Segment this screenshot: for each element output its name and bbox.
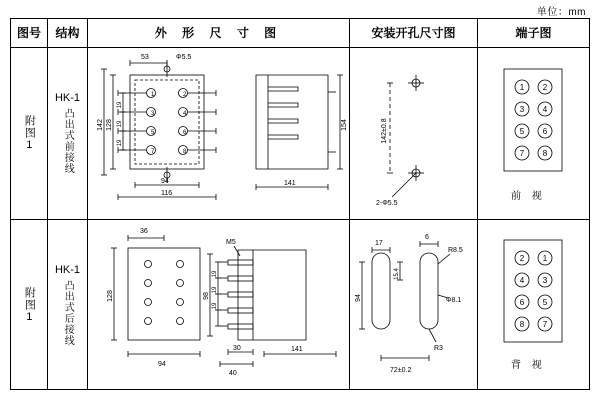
svg-text:2: 2 bbox=[183, 92, 187, 98]
svg-text:19: 19 bbox=[117, 139, 123, 147]
svg-text:6: 6 bbox=[542, 127, 548, 136]
dim-72tol: 72±0.2 bbox=[390, 367, 412, 374]
svg-text:7: 7 bbox=[542, 320, 548, 329]
row2-structure: 凸出式后接线 bbox=[62, 280, 74, 346]
row2-code: 附图1 bbox=[23, 286, 36, 324]
svg-text:4: 4 bbox=[183, 111, 187, 117]
dim-phi55: Φ5.5 bbox=[176, 54, 192, 61]
dim-40: 40 bbox=[229, 370, 237, 377]
svg-text:1: 1 bbox=[519, 83, 525, 92]
dim-R3: R3 bbox=[434, 345, 443, 352]
svg-text:5: 5 bbox=[542, 298, 548, 307]
svg-text:19: 19 bbox=[117, 120, 123, 128]
dim-142: 142 bbox=[97, 119, 104, 131]
dim-94c: 94 bbox=[355, 294, 362, 302]
row1-terminal-diagram bbox=[478, 47, 589, 219]
drawing-table bbox=[10, 18, 590, 390]
svg-text:8: 8 bbox=[183, 149, 187, 155]
row2-outline-drawing bbox=[88, 220, 349, 390]
row1-structure: 凸出式前接线 bbox=[62, 108, 74, 174]
dim-94b: 94 bbox=[158, 361, 166, 368]
row2-terminal-caption: 背 视 bbox=[511, 360, 546, 371]
header-col-terminal: 端子图 bbox=[515, 26, 552, 40]
header-col-structure: 结构 bbox=[55, 26, 80, 40]
header-col-mounting: 安装开孔尺寸图 bbox=[371, 26, 456, 40]
svg-text:19: 19 bbox=[117, 101, 123, 109]
header-col-outline: 外 形 尺 寸 图 bbox=[154, 26, 283, 40]
svg-text:6: 6 bbox=[519, 298, 525, 307]
dim-17: 17 bbox=[375, 240, 383, 247]
dim-94: 94 bbox=[161, 178, 169, 185]
svg-text:5: 5 bbox=[519, 127, 525, 136]
row1-code-cell bbox=[11, 47, 47, 219]
dim-R85: R8.5 bbox=[448, 247, 463, 254]
dim-6: 6 bbox=[425, 234, 429, 241]
dim-2phi55: 2-Φ5.5 bbox=[376, 200, 398, 207]
svg-text:8: 8 bbox=[542, 149, 548, 158]
dim-53: 53 bbox=[141, 54, 149, 61]
svg-text:3: 3 bbox=[519, 105, 525, 114]
dim-128: 128 bbox=[106, 119, 113, 131]
svg-text:2: 2 bbox=[542, 83, 548, 92]
header-col-code: 图号 bbox=[16, 26, 41, 40]
svg-text:8: 8 bbox=[519, 320, 525, 329]
svg-text:19: 19 bbox=[212, 270, 218, 278]
svg-text:1: 1 bbox=[542, 254, 548, 263]
svg-text:7: 7 bbox=[151, 149, 155, 155]
dim-142-tol: 142±0.8 bbox=[381, 118, 388, 144]
svg-text:2: 2 bbox=[519, 254, 525, 263]
row2-model: HK-1 bbox=[54, 264, 81, 276]
dim-154: 154 bbox=[341, 119, 348, 131]
row1-model: HK-1 bbox=[54, 92, 81, 104]
svg-text:3: 3 bbox=[542, 276, 548, 285]
row2-structure-cell bbox=[48, 220, 87, 390]
dim-128b: 128 bbox=[107, 290, 114, 302]
unit-note: 单位：mm bbox=[536, 7, 586, 18]
svg-text:4: 4 bbox=[542, 105, 548, 114]
dim-141: 141 bbox=[284, 180, 296, 187]
row2-mounting-drawing bbox=[350, 220, 477, 390]
row2-code-cell bbox=[11, 220, 47, 390]
svg-text:19: 19 bbox=[212, 286, 218, 294]
svg-text:3: 3 bbox=[151, 111, 155, 117]
svg-text:5: 5 bbox=[151, 130, 155, 136]
dim-98: 98 bbox=[203, 292, 210, 300]
row2-terminal-diagram bbox=[478, 220, 589, 390]
row1-terminal-caption: 前 视 bbox=[511, 191, 546, 202]
dim-154b: 15.4 bbox=[394, 268, 400, 280]
row1-structure-cell bbox=[48, 47, 87, 219]
svg-text:19: 19 bbox=[212, 302, 218, 310]
svg-text:4: 4 bbox=[519, 276, 525, 285]
dim-36: 36 bbox=[140, 228, 148, 235]
dim-116: 116 bbox=[161, 190, 173, 197]
dim-141b: 141 bbox=[291, 346, 303, 353]
row1-code: 附图1 bbox=[23, 114, 36, 152]
dim-M5: M5 bbox=[226, 239, 236, 246]
row1-outline-drawing bbox=[88, 47, 349, 219]
dim-phi81: Φ8.1 bbox=[446, 297, 462, 304]
row1-mounting-drawing bbox=[350, 47, 477, 219]
dim-30: 30 bbox=[233, 345, 241, 352]
svg-text:6: 6 bbox=[183, 130, 187, 136]
svg-text:7: 7 bbox=[519, 149, 525, 158]
svg-text:1: 1 bbox=[151, 92, 155, 98]
